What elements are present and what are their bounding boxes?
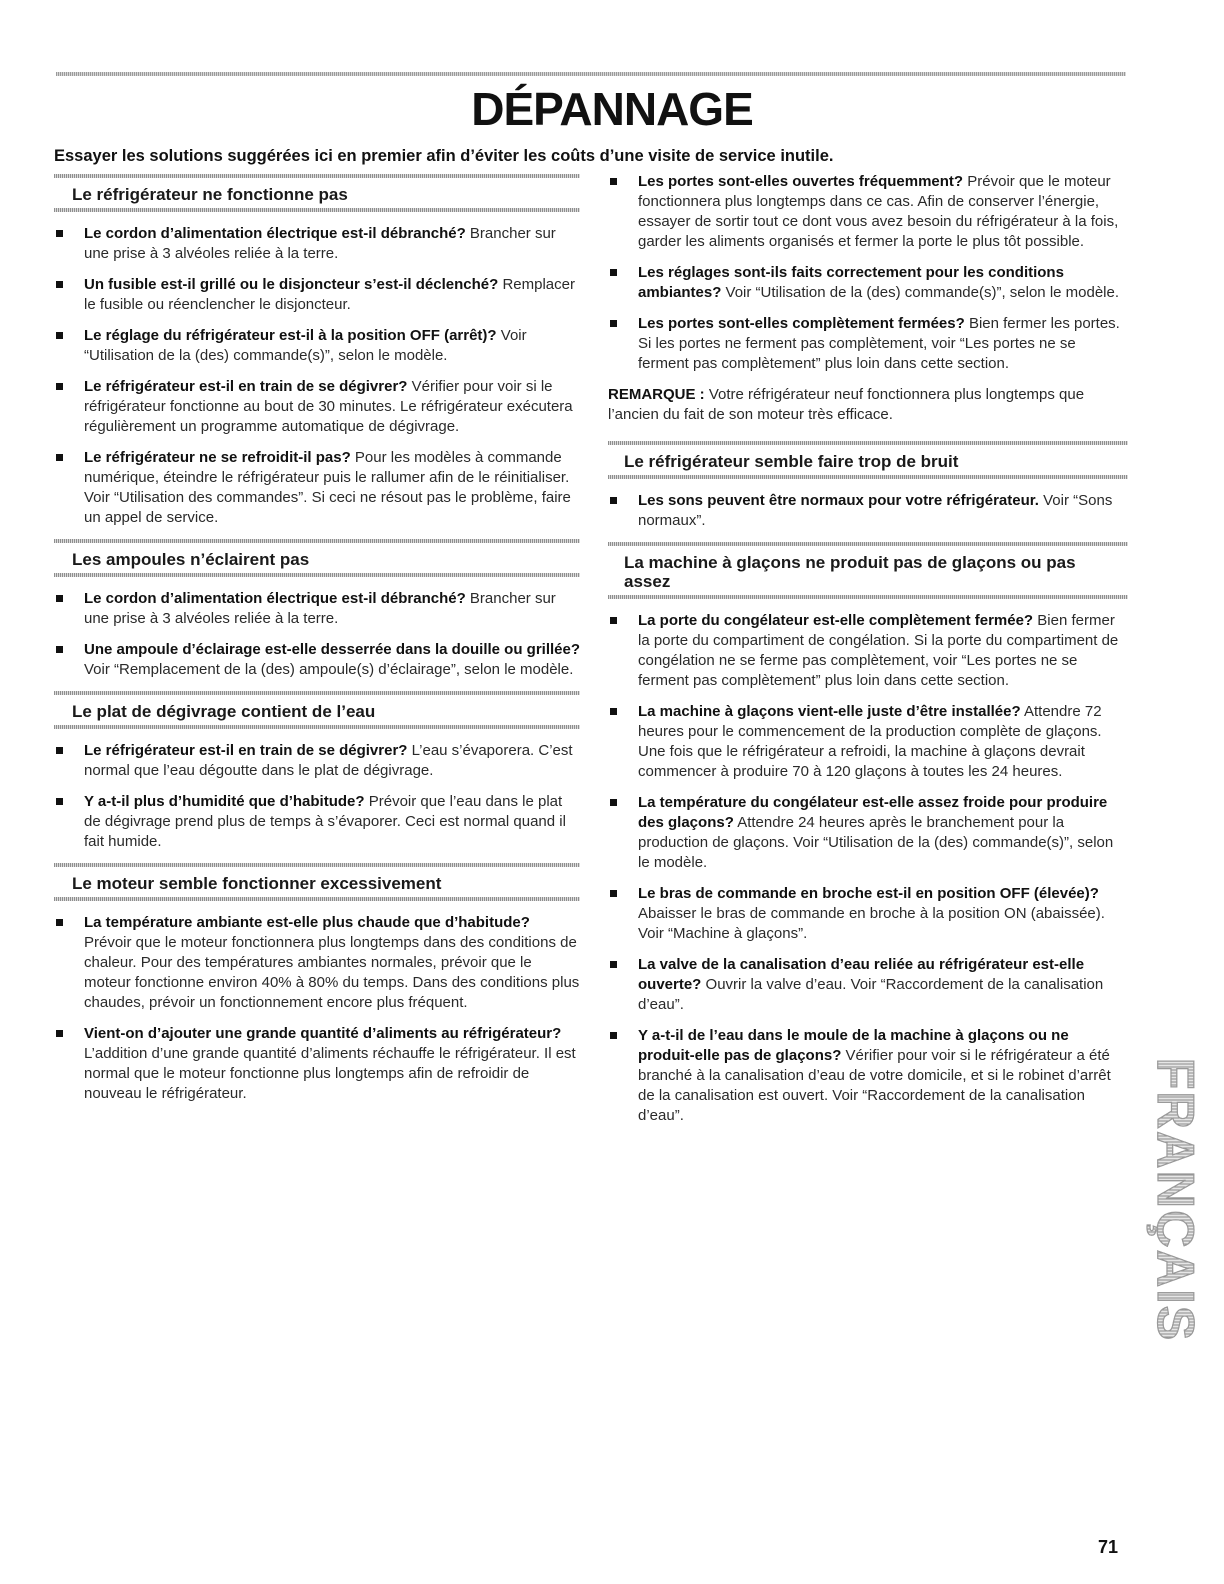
bullet-square-icon xyxy=(610,269,617,276)
item-answer: Ouvrir la valve d’eau. Voir “Raccordement de la canalisation d’eau”. xyxy=(638,976,1104,1013)
item-question: Les réglages sont-ils faits correctement pour les conditions ambiantes? xyxy=(638,264,1064,301)
troubleshooting-item xyxy=(54,1024,580,1104)
language-side-tab-label: FRANÇAIS xyxy=(1146,1057,1204,1343)
item-question: Le réfrigérateur ne se refroidit-il pas? xyxy=(84,449,351,466)
troubleshooting-item xyxy=(54,640,580,680)
item-answer: Voir “Sons normaux”. xyxy=(638,492,1113,529)
item-answer: Prévoir que le moteur fonctionnera plus longtemps dans ce cas. Afin de conserver l’énergie, essayer de sortir tout ce dont vous avez besoin du réfrigérateur à la fois, garder les aliments organisés et fermer la porte le plus tôt possible. xyxy=(638,173,1119,250)
item-answer: Bien fermer la porte du compartiment de congélation. Si la porte du compartiment de congélation ne se ferme pas complètement, voir “Les portes ne se ferment pas complètement” plus loin dans cette section. xyxy=(638,612,1119,689)
item-question: La valve de la canalisation d’eau reliée au réfrigérateur est-elle ouverte? xyxy=(638,956,1085,993)
item-question: Une ampoule d’éclairage est-elle desserrée dans la douille ou grillée? xyxy=(84,641,581,658)
bullet-square-icon xyxy=(56,798,63,805)
bullet-square-icon xyxy=(56,595,63,602)
bullet-square-icon xyxy=(610,617,617,624)
section-header xyxy=(608,542,1128,599)
item-question: Le réfrigérateur est-il en train de se dégivrer? xyxy=(84,742,408,759)
item-answer: L’eau s’évaporera. C’est normal que l’eau dégoutte dans le plat de dégivrage. xyxy=(84,742,573,779)
troubleshooting-section xyxy=(54,691,580,852)
item-answer: Attendre 72 heures pour le commencement de la production complète de glaçons. Une fois que le réfrigérateur a refroidi, la machine à glaçons devrait commencer à produire 70 à 120 glaçons à toutes les 24 heures. xyxy=(638,703,1102,780)
section-title: Le réfrigérateur semble faire trop de bruit xyxy=(624,452,959,471)
item-question: Y a-t-il plus d’humidité que d’habitude? xyxy=(84,793,365,810)
troubleshooting-item xyxy=(608,314,1128,374)
item-answer: Abaisser le bras de commande en broche à la position ON (abaissée). Voir “Machine à glaçons”. xyxy=(638,905,1105,942)
section-title: Le plat de dégivrage contient de l’eau xyxy=(72,702,376,721)
bullet-square-icon xyxy=(56,919,63,926)
item-answer: Vérifier pour voir si le réfrigérateur fonctionne au bout de 30 minutes. Le réfrigérateur exécutera régulièrement un programme automatique de dégivrage. xyxy=(84,378,573,435)
item-answer: Remplacer le fusible ou réenclencher le disjoncteur. xyxy=(84,276,575,313)
item-question: Les portes sont-elles complètement fermées? xyxy=(638,315,965,332)
section-divider-bottom xyxy=(54,897,580,901)
bullet-square-icon xyxy=(610,890,617,897)
intro-text: Essayer les solutions suggérées ici en premier afin d’éviter les coûts d’une visite de service inutile. xyxy=(54,147,834,165)
section-divider-bottom xyxy=(54,573,580,577)
item-answer: Pour les modèles à commande numérique, éteindre le réfrigérateur puis le rallumer afin de le réinitialiser. Voir “Utilisation des commandes”. Si ceci ne résout pas le problème, faire un appel de service. xyxy=(84,449,571,526)
troubleshooting-item xyxy=(54,326,580,366)
item-answer: Voir “Utilisation de la (des) commande(s)”, selon le modèle. xyxy=(725,284,1120,301)
item-answer: Vérifier pour voir si le réfrigérateur a été branché à la canalisation d’eau de votre domicile, et si le robinet d’arrêt de la canalisation est ouvert. Voir “Raccordement de la canalisation d’eau”. xyxy=(638,1047,1111,1124)
remark-label: REMARQUE : xyxy=(608,386,705,403)
section-divider-bottom xyxy=(54,725,580,729)
item-question: La porte du congélateur est-elle complètement fermée? xyxy=(638,612,1034,629)
section-title: Les ampoules n’éclairent pas xyxy=(72,550,310,569)
section-title: Le réfrigérateur ne fonctionne pas xyxy=(72,185,348,204)
item-question: Y a-t-il de l’eau dans le moule de la machine à glaçons ou ne produit-elle pas de glaçons? xyxy=(638,1027,1069,1064)
section-header xyxy=(54,174,580,212)
item-answer: Prévoir que le moteur fonctionnera plus longtemps dans des conditions de chaleur. Pour des températures ambiantes normales, prévoir que le moteur fonctionne environ 40% à 80% du temps. Dans des conditions plus chaudes, prévoir un fonctionnement encore plus fréquent. xyxy=(84,934,580,1011)
troubleshooting-item xyxy=(608,702,1128,782)
section-header xyxy=(54,691,580,729)
bullet-square-icon xyxy=(610,320,617,327)
section-header xyxy=(608,441,1128,479)
troubleshooting-section xyxy=(608,542,1128,1126)
bullet-square-icon xyxy=(610,799,617,806)
remark-note xyxy=(608,385,1128,425)
troubleshooting-section xyxy=(54,863,580,1104)
continued-items xyxy=(608,172,1128,374)
item-answer: Voir “Remplacement de la (des) ampoule(s) d’éclairage”, selon le modèle. xyxy=(84,661,574,678)
troubleshooting-item xyxy=(608,172,1128,252)
language-side-tab xyxy=(1146,1050,1204,1350)
section-divider-bottom xyxy=(54,208,580,212)
troubleshooting-item xyxy=(608,955,1128,1015)
troubleshooting-item xyxy=(608,1026,1128,1126)
section-title: La machine à glaçons ne produit pas de glaçons ou pas assez xyxy=(624,553,1076,591)
item-question: Le réglage du réfrigérateur est-il à la position OFF (arrêt)? xyxy=(84,327,497,344)
section-title: Le moteur semble fonctionner excessivement xyxy=(72,874,442,893)
section-header xyxy=(54,539,580,577)
page-title: DÉPANNAGE xyxy=(471,83,753,135)
troubleshooting-item xyxy=(608,793,1128,873)
item-question: La température du congélateur est-elle assez froide pour produire des glaçons? xyxy=(638,794,1108,831)
troubleshooting-item xyxy=(608,491,1128,531)
item-question: La machine à glaçons vient-elle juste d’être installée? xyxy=(638,703,1021,720)
troubleshooting-item xyxy=(54,377,580,437)
item-question: Le cordon d’alimentation électrique est-il débranché? xyxy=(84,225,466,242)
item-question: Le réfrigérateur est-il en train de se dégivrer? xyxy=(84,378,408,395)
item-question: Les portes sont-elles ouvertes fréquemment? xyxy=(638,173,964,190)
bullet-square-icon xyxy=(56,646,63,653)
bullet-square-icon xyxy=(56,1030,63,1037)
bullet-square-icon xyxy=(56,454,63,461)
bullet-square-icon xyxy=(56,332,63,339)
section-header xyxy=(54,863,580,901)
troubleshooting-section xyxy=(54,174,580,528)
item-question: Le bras de commande en broche est-il en position OFF (élevée)? xyxy=(638,885,1099,902)
bullet-square-icon xyxy=(610,497,617,504)
item-answer: Attendre 24 heures après le branchement pour la production de glaçons. Voir “Utilisation de la (des) commande(s)”, selon le modèle. xyxy=(638,814,1114,871)
troubleshooting-item xyxy=(608,884,1128,944)
troubleshooting-item xyxy=(54,589,580,629)
troubleshooting-item xyxy=(608,263,1128,303)
troubleshooting-item xyxy=(54,224,580,264)
troubleshooting-item xyxy=(54,913,580,1013)
right-column xyxy=(608,170,1128,1137)
troubleshooting-item xyxy=(608,611,1128,691)
left-column xyxy=(54,170,580,1115)
troubleshooting-item xyxy=(54,448,580,528)
section-divider-bottom xyxy=(608,595,1128,599)
item-answer: Brancher sur une prise à 3 alvéoles reliée à la terre. xyxy=(84,590,556,627)
section-divider-bottom xyxy=(608,475,1128,479)
item-answer: Brancher sur une prise à 3 alvéoles reliée à la terre. xyxy=(84,225,556,262)
troubleshooting-item xyxy=(54,741,580,781)
troubleshooting-section xyxy=(608,441,1128,531)
item-answer: L’addition d’une grande quantité d’aliments réchauffe le réfrigérateur. Il est normal que le moteur fonctionne plus longtemps afin de refroidir de nouveau le réfrigérateur. xyxy=(84,1045,576,1102)
item-answer: Prévoir que l’eau dans le plat de dégivrage prend plus de temps à s’évaporer. Ceci est normal quand il fait humide. xyxy=(84,793,566,850)
bullet-square-icon xyxy=(610,708,617,715)
item-question: Un fusible est-il grillé ou le disjoncteur s’est-il déclenché? xyxy=(84,276,499,293)
bullet-square-icon xyxy=(56,281,63,288)
item-question: Vient-on d’ajouter une grande quantité d’aliments au réfrigérateur? xyxy=(84,1025,562,1042)
bullet-square-icon xyxy=(56,383,63,390)
bullet-square-icon xyxy=(56,747,63,754)
page-number: 71 xyxy=(1098,1537,1119,1557)
item-answer: Bien fermer les portes. Si les portes ne ferment pas complètement, voir “Les portes ne se ferment pas complètement” plus loin dans cette section. xyxy=(638,315,1120,372)
troubleshooting-item xyxy=(54,792,580,852)
bullet-square-icon xyxy=(610,961,617,968)
remark-text: Votre réfrigérateur neuf fonctionnera plus longtemps que l’ancien du fait de son moteur très efficace. xyxy=(608,386,1085,423)
top-rule xyxy=(56,72,1126,76)
bullet-square-icon xyxy=(610,1032,617,1039)
troubleshooting-item xyxy=(54,275,580,315)
troubleshooting-section xyxy=(54,539,580,680)
item-answer: Voir “Utilisation de la (des) commande(s)”, selon le modèle. xyxy=(84,327,527,364)
bullet-square-icon xyxy=(56,230,63,237)
item-question: Les sons peuvent être normaux pour votre réfrigérateur. xyxy=(638,492,1039,509)
item-question: Le cordon d’alimentation électrique est-il débranché? xyxy=(84,590,466,607)
item-question: La température ambiante est-elle plus chaude que d’habitude? xyxy=(84,914,530,931)
bullet-square-icon xyxy=(610,178,617,185)
